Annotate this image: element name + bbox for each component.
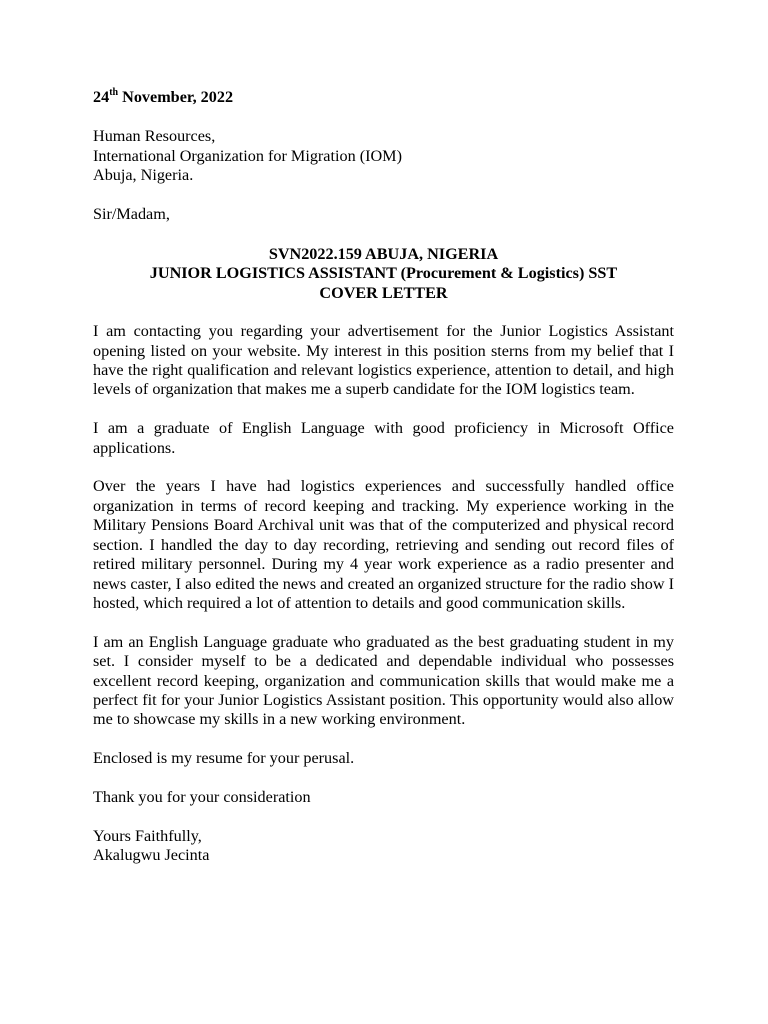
- signature-name: Akalugwu Jecinta: [93, 846, 210, 865]
- paragraph-summary: I am an English Language graduate who graduated as the best graduating student in my set. I consider myself to be a dedicated and dependable individual who possesses excellent record keeping, organization and communication skills that would make me a perfect fit for your Junior Logistics Assistant position. This opportunity would also allow me to showcase my skills in a new working environment.: [93, 632, 674, 729]
- recipient-location: Abuja, Nigeria.: [93, 166, 194, 185]
- recipient-organization: International Organization for Migration (IOM): [93, 146, 402, 165]
- subject-heading: [93, 245, 674, 303]
- subject-position: JUNIOR LOGISTICS ASSISTANT (Procurement & Logistics) SST: [149, 264, 618, 283]
- paragraph-introduction: I am contacting you regarding your advertisement for the Junior Logistics Assistant opening listed on your website. My interest in this position sterns from my belief that I have the right qualification and relevant logistics experience, attention to detail, and high levels of organization that makes me a superb candidate for the IOM logistics team.: [93, 322, 674, 399]
- paragraph-enclosure: Enclosed is my resume for your perusal.: [93, 749, 355, 768]
- recipient-department: Human Resources,: [93, 127, 216, 146]
- date-day: 24: [93, 88, 110, 106]
- paragraph-experience: Over the years I have had logistics experiences and successfully handled office organization in terms of record keeping and tracking. My experience working in the Military Pensions Board Archival unit was that of the computerized and physical record section. I handled the day to day recording, retrieving and sending out record files of retired military personnel. During my 4 year work experience as a radio presenter and news caster, I also edited the news and created an organized structure for the radio show I hosted, which required a lot of attention to details and good communication skills.: [93, 477, 674, 612]
- paragraph-education: I am a graduate of English Language with good proficiency in Microsoft Office applications.: [93, 419, 674, 457]
- closing-phrase: Yours Faithfully,: [93, 826, 202, 845]
- closing-block: [93, 827, 674, 866]
- salutation: Sir/Madam,: [93, 204, 170, 223]
- recipient-address: [93, 127, 674, 185]
- letter-body: [93, 88, 674, 866]
- letter-date: [93, 88, 674, 107]
- date-suffix: th: [109, 86, 119, 98]
- date-month-year: November, 2022: [118, 88, 234, 106]
- subject-title: COVER LETTER: [319, 283, 448, 302]
- paragraph-thanks: Thank you for your consideration: [93, 787, 311, 806]
- subject-reference: SVN2022.159 ABUJA, NIGERIA: [268, 245, 499, 264]
